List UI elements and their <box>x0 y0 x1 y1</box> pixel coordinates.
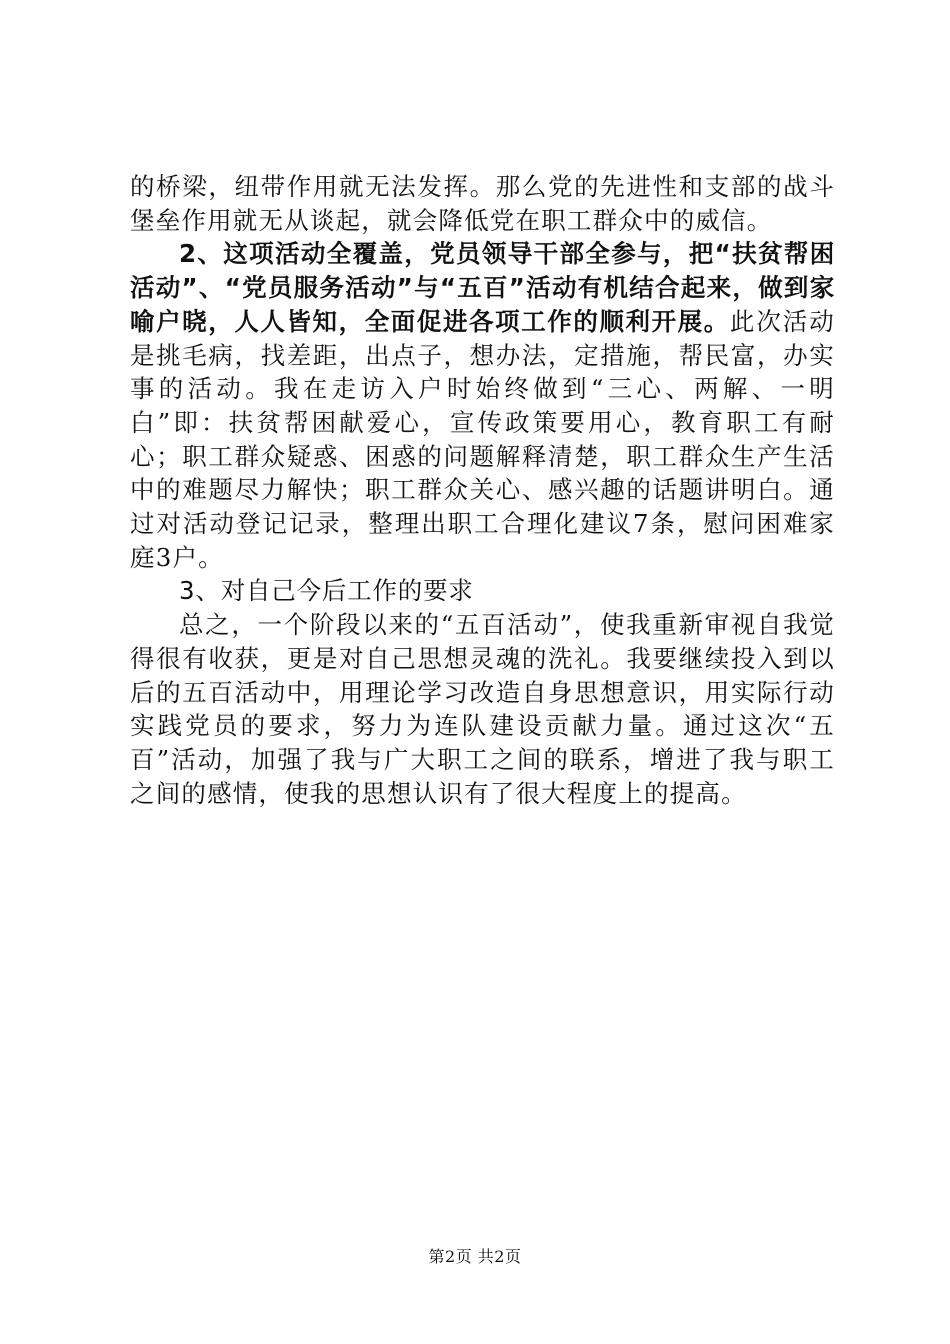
document-body <box>130 170 835 810</box>
page-number-footer: 第2页 共2页 <box>428 1247 522 1266</box>
paragraph-item-2-bold-lead: 2、这项活动全覆盖，党员领导干部全参与，把“扶贫帮困活动”、“党员服务活动”与“五百”活动有机结合起来，做到家喻户晓，人人皆知，全面促进各项工作的顺利开展。 <box>130 239 835 336</box>
paragraph-item-2 <box>130 237 835 574</box>
paragraph-continuation: 的桥梁，纽带作用就无法发挥。那么党的先进性和支部的战斗堡垒作用就无从谈起，就会降低党在职工群众中的威信。 <box>130 172 835 235</box>
section-heading-3: 3、对自己今后工作的要求 <box>179 576 474 606</box>
paragraph-item-2-body: 此次活动是挑毛病，找差距，出点子，想办法，定措施，帮民富，办实事的活动。我在走访入户时始终做到“三心、两解、一明白”即：扶贫帮困献爱心，宣传政策要用心，教育职工有耐心；职工群众疑惑、困惑的问题解释清楚，职工群众生产生活中的难题尽力解快；职工群众关心、感兴趣的话题讲明白。通过对活动登记记录，整理出职工合理化建议7条，慰问困难家庭3户。 <box>130 306 835 572</box>
paragraph-conclusion: 总之，一个阶段以来的“五百活动”，使我重新审视自我觉得很有收获，更是对自己思想灵魂的洗礼。我要继续投入到以后的五百活动中，用理论学习改造自身思想意识，用实际行动实践党员的要求，努力为连队建设贡献力量。通过这次“五百”活动，加强了我与广大职工之间的联系，增进了我与职工之间的感情，使我的思想认识有了很大程度上的提高。 <box>130 610 835 808</box>
